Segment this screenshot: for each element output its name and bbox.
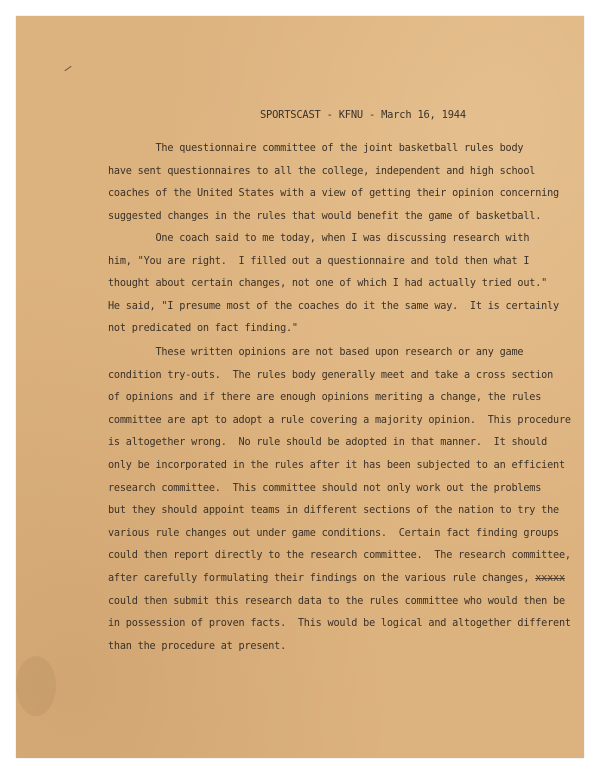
struck-word: xxxxx [535, 573, 565, 584]
text-line: of opinions and if there are enough opinions meriting a change, the rules [108, 392, 542, 404]
text-line: The questionnaire committee of the joint basketball rules body [108, 143, 524, 154]
text-line: One coach said to me today, when I was discussing research with [108, 233, 530, 244]
text-line: research committee. This committee should not only work out the problems [108, 482, 542, 494]
text-line: in possession of proven facts. This would be logical and altogether different [108, 618, 571, 630]
text-line: condition try-outs. The rules body generally meet and take a cross section [108, 369, 554, 381]
text-line: coaches of the United States with a view of getting their opinion concerning [108, 188, 559, 200]
page-heading: SPORTSCAST - KFNU - March 16, 1944 [260, 109, 466, 121]
text-line: after carefully formulating their findings on the various rule changes, xxxxx [108, 573, 565, 584]
text-line: suggested changes in the rules that would benefit the game of basketball. [108, 210, 542, 222]
stain [16, 656, 56, 716]
text-line: not predicated on fact finding." [108, 323, 298, 335]
text-line: various rule changes out under game conditions. Certain fact finding groups [108, 527, 559, 539]
text-line: him, "You are right. I filled out a questionnaire and told then what I [108, 255, 530, 267]
text-line: These written opinions are not based upon research or any game [108, 347, 524, 358]
text-line: than the procedure at present. [108, 640, 287, 652]
document-page [16, 16, 584, 758]
pencil-mark [64, 66, 71, 71]
text-line: but they should appoint teams in different sections of the nation to try the [108, 505, 559, 517]
text-line: committee are apt to adopt a rule covering a majority opinion. This procedure [108, 414, 571, 426]
text-line: could then submit this research data to the rules committee who would then be [108, 595, 565, 607]
text-line: thought about certain changes, not one of which I had actually tried out." [108, 278, 548, 290]
text-line: only be incorporated in the rules after it has been subjected to an efficient [108, 460, 565, 471]
text-line: He said, "I presume most of the coaches do it the same way. It is certainly [108, 300, 559, 312]
text-line: have sent questionnaires to all the college, independent and high school [108, 165, 536, 177]
text-line: is altogether wrong. No rule should be adopted in that manner. It should [108, 437, 548, 449]
text-line: could then report directly to the research committee. The research committee, [108, 550, 571, 562]
